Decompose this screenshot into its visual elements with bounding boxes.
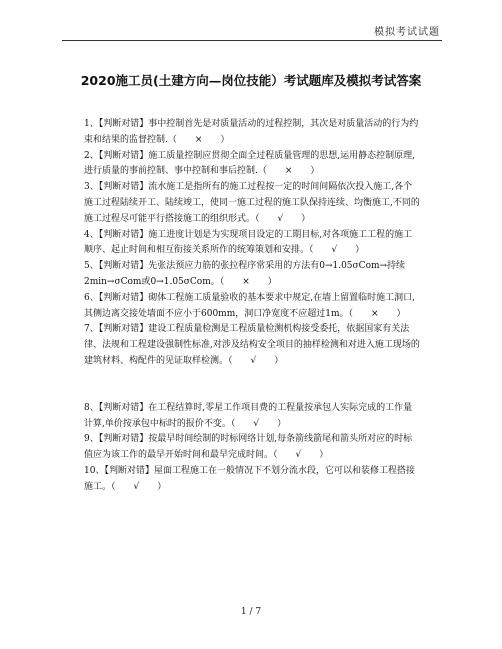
question-item: 1、【判断对错】事中控制首先是对质量活动的过程控制，其次是对质量活动的行为约束和结果的监督控制.（ × ） xyxy=(84,119,419,145)
question-item: 3、【判断对错】流水施工是指所有的施工过程按一定的时间间隔依次投入施工,各个施工过程陆续开工、陆续竣工，使同一施工过程的施工队保持连续、均衡施工,不同的施工过程尽可能平行搭接施工的组织形式。（ √ ） xyxy=(84,182,420,224)
section-gap xyxy=(84,370,420,401)
question-item: 5、【判断对错】先张法预应力筋的张拉程序常采用的方法有0→1.05σCom→持续2min→σCom或0→1.05σCom。（ × ） xyxy=(84,261,406,287)
question-list xyxy=(84,117,420,496)
question-item: 8、【判断对错】在工程结算时,零星工作项目费的工程量按承包人实际完成的工作量计算,单价按承包中标时的报价不变。（ √ ） xyxy=(84,402,413,429)
question-item: 10、【判断对错】屋面工程施工在一般情况下不划分流水段，它可以和装修工程搭接施工。（ √ ） xyxy=(84,465,415,492)
page-number: 1 / 7 xyxy=(240,607,262,617)
question-item: 9、【判断对错】按最早时间绘制的时标网络计划,每条箭线箭尾和箭头所对应的时标值应为该工作的最早开始时间和最早完成时间。（ √ ） xyxy=(84,434,413,461)
question-item: 7、【判断对错】建设工程质量检测是工程质量检测机构接受委托，依据国家有关法律、法规和工程建设强制性标准,对涉及结构安全项目的抽样检测和对进入施工现场的建筑材料、构配件的见证取样检测。（ √ ） xyxy=(84,324,420,366)
question-item: 2、【判断对错】施工质量控制应贯彻全面全过程质量管理的思想,运用静态控制原理,进行质量的事前控制、事中控制和事后控制.（ × ） xyxy=(84,150,415,177)
question-item: 6、【判断对错】砌体工程施工质量验收的基本要求中规定,在墙上留置临时施工洞口,其侧边离交接处墙面不应小于600mm，洞口净宽度不应超过1m。（ × ） xyxy=(84,292,415,319)
question-item: 4、【判断对错】施工进度计划是为实现项目设定的工期目标,对各项施工工程的施工顺序、起止时间和相互衔接关系所作的统筹策划和安排。（ √ ） xyxy=(84,229,413,256)
header-label: 模拟考试试题 xyxy=(374,27,440,38)
header-divider xyxy=(62,40,442,41)
document-title: 2020施工员(土建方向—岗位技能）考试题库及模拟考试答案 xyxy=(80,73,422,88)
